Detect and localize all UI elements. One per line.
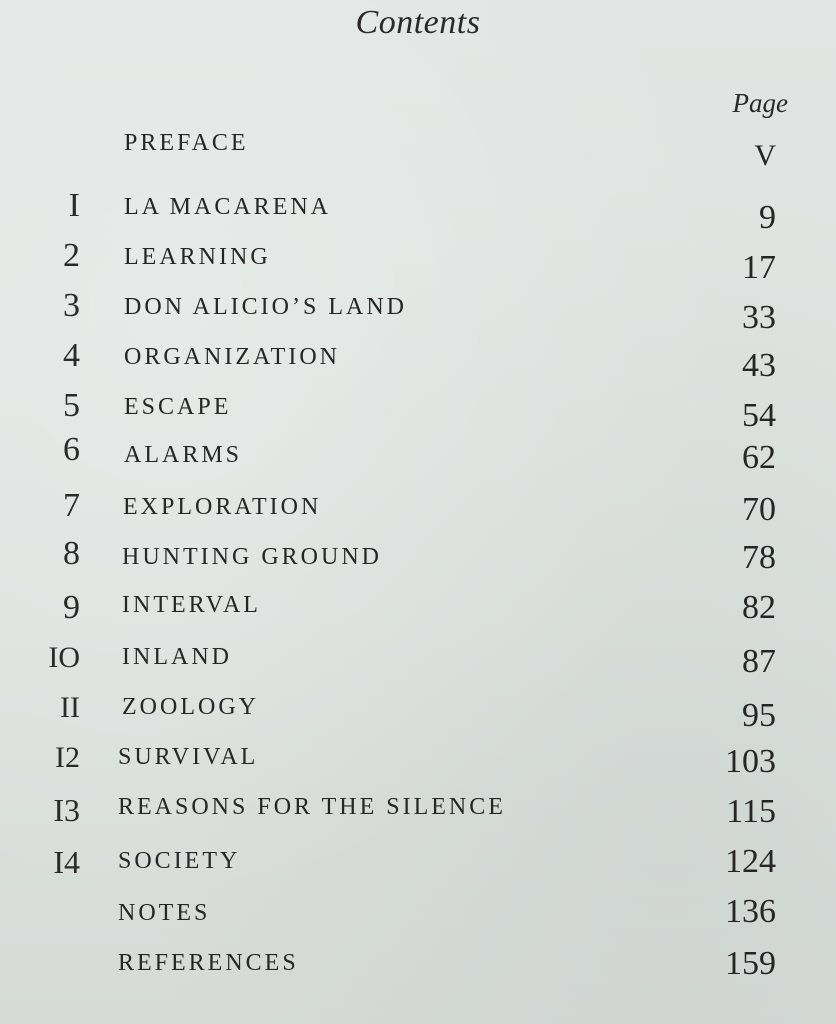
- chapter-number: II: [60, 691, 80, 724]
- chapter-number: I2: [55, 741, 80, 774]
- chapter-title: HUNTING GROUND: [122, 544, 382, 570]
- toc-entry: [0, 892, 836, 932]
- chapter-title: PREFACE: [124, 130, 249, 156]
- toc-entry: [0, 588, 836, 628]
- chapter-title: LEARNING: [124, 244, 271, 270]
- page-number: 70: [742, 491, 776, 528]
- page-number: 115: [726, 793, 776, 830]
- page-number: 43: [742, 347, 776, 384]
- toc-entry: [0, 286, 836, 336]
- toc-entry: [0, 122, 836, 172]
- chapter-number: I3: [53, 792, 80, 828]
- page-number: 82: [742, 589, 776, 626]
- toc-entry: [0, 430, 836, 476]
- chapter-number: 6: [63, 431, 80, 468]
- chapter-number: 2: [63, 237, 80, 274]
- toc-entry: [0, 738, 836, 778]
- page-number: 33: [742, 299, 776, 336]
- chapter-number: IO: [48, 641, 80, 674]
- chapter-number: 3: [63, 287, 80, 324]
- page-number: 103: [725, 743, 776, 780]
- toc-entry: [0, 534, 836, 574]
- chapter-title: ESCAPE: [124, 394, 232, 420]
- page-number: 124: [725, 843, 776, 880]
- page-number: 78: [742, 539, 776, 576]
- chapter-title: ORGANIZATION: [124, 344, 340, 370]
- chapter-title: NOTES: [118, 900, 211, 926]
- toc-entry: [0, 236, 836, 286]
- chapter-number: 9: [63, 589, 80, 626]
- chapter-title: INLAND: [122, 644, 232, 670]
- page-number: 9: [759, 199, 776, 236]
- toc-entry: [0, 790, 836, 830]
- toc-entry: [0, 486, 836, 526]
- page-number: 54: [742, 397, 776, 434]
- toc-entry: [0, 942, 836, 982]
- chapter-number: 4: [63, 337, 80, 374]
- chapter-title: ALARMS: [124, 442, 243, 468]
- chapter-title: DON ALICIO’S LAND: [124, 294, 407, 320]
- chapter-title: ZOOLOGY: [122, 694, 259, 720]
- toc-entry: [0, 688, 836, 734]
- chapter-number: I: [68, 187, 80, 224]
- chapter-number: 7: [63, 487, 80, 524]
- chapter-title: INTERVAL: [122, 592, 261, 618]
- chapter-title: SURVIVAL: [118, 744, 259, 770]
- chapter-title: SOCIETY: [118, 848, 241, 874]
- page-column-label: Page: [732, 88, 788, 118]
- toc-entry: [0, 336, 836, 384]
- page-number: 95: [742, 697, 776, 734]
- toc-entry: [0, 186, 836, 236]
- toc-entry: [0, 638, 836, 678]
- chapter-title: EXPLORATION: [123, 494, 322, 520]
- chapter-title: REFERENCES: [118, 950, 299, 976]
- page-number: 17: [742, 249, 776, 286]
- page-number: V: [754, 139, 776, 172]
- page-number: 87: [742, 643, 776, 680]
- chapter-number: 5: [63, 387, 80, 424]
- toc-entry: [0, 842, 836, 882]
- chapter-title: LA MACARENA: [124, 194, 332, 220]
- page-number: 62: [742, 439, 776, 476]
- chapter-title: REASONS FOR THE SILENCE: [118, 794, 506, 820]
- toc-entry: [0, 386, 836, 434]
- page-title: Contents: [355, 4, 481, 41]
- chapter-number: 8: [63, 535, 80, 572]
- page-number: 136: [725, 893, 776, 930]
- chapter-number: I4: [53, 844, 80, 880]
- page-number: 159: [725, 945, 776, 982]
